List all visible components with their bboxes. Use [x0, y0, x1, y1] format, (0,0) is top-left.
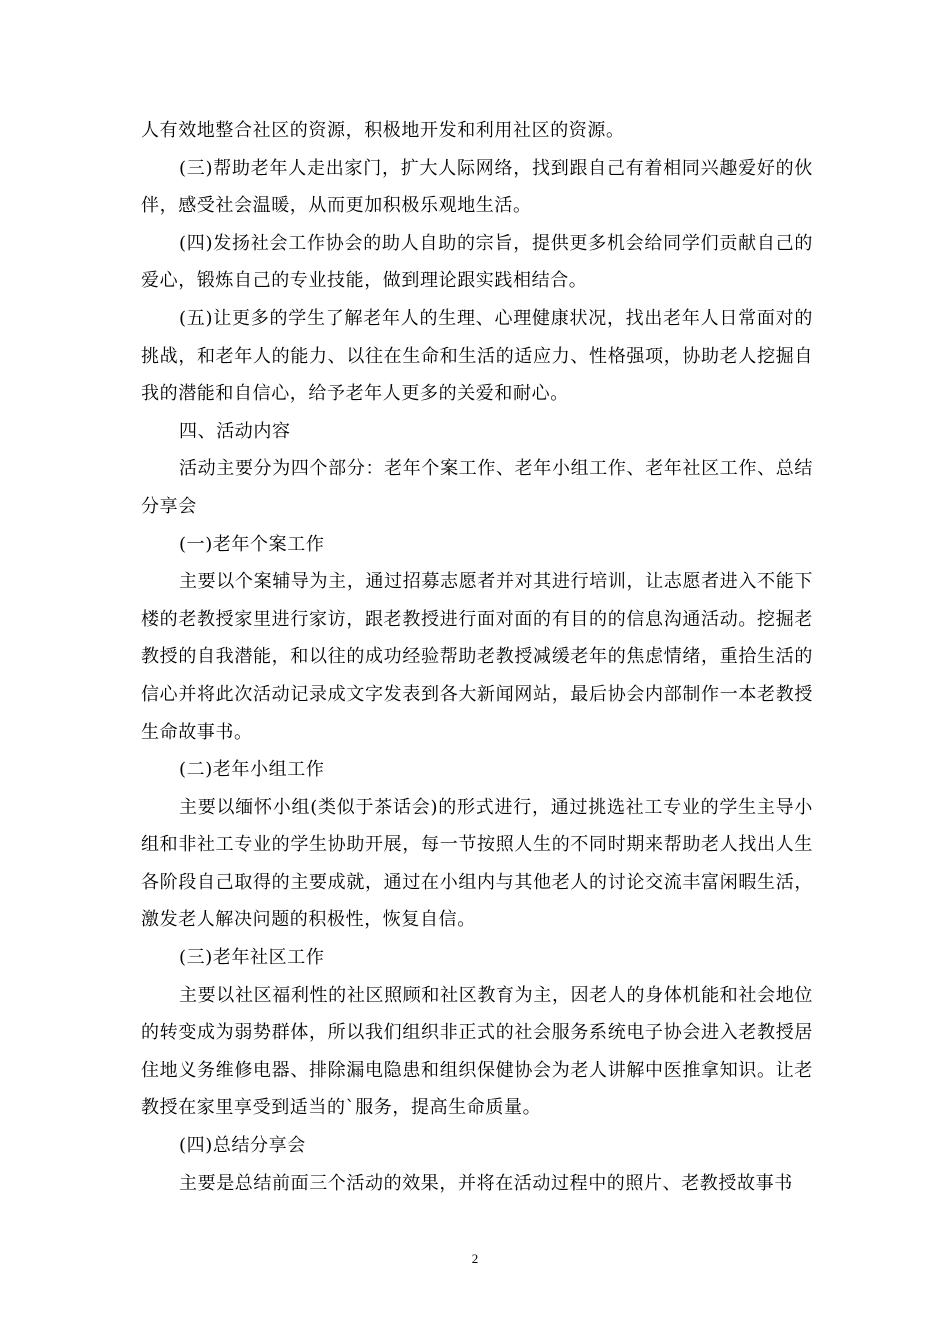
paragraph-continuation: 人有效地整合社区的资源，积极地开发和利用社区的资源。 — [141, 120, 625, 141]
paragraph-activity-overview: 活动主要分为四个部分：老年个案工作、老年小组工作、老年社区工作、总结分享会 — [141, 458, 813, 517]
paragraph-case-work: 主要以个案辅导为主，通过招募志愿者并对其进行培训，让志愿者进入不能下楼的老教授家里进行家访，跟老教授进行面对面的有目的的信息沟通活动。挖掘老教授的自我潜能，和以往的成功经验帮助老教授减缓老年的焦虑情绪，重拾生活的信心并将此次活动记录成文字发表到各大新闻网站，最后协会内部制作一本老教授生命故事书。 — [141, 571, 813, 743]
paragraph-goal-3: (三)帮助老年人走出家门，扩大人际网络，找到跟自己有着相同兴趣爱好的伙伴，感受社会温暖，从而更加积极乐观地生活。 — [141, 157, 813, 217]
document-body — [141, 112, 813, 1202]
section-heading-activity-content: 四、活动内容 — [179, 420, 291, 442]
page-number: 2 — [471, 1251, 479, 1266]
subheading-community-work: (三)老年社区工作 — [179, 947, 325, 969]
paragraph-goal-5: (五)让更多的学生了解老年人的生理、心理健康状况，找出老年人日常面对的挑战，和老年人的能力、以往在生命和生活的适应力、性格强项，协助老人挖掘自我的潜能和自信心，给予老年人更多的关爱和耐心。 — [141, 307, 813, 405]
subheading-case-work: (一)老年个案工作 — [179, 533, 325, 555]
paragraph-group-work: 主要以缅怀小组(类似于茶话会)的形式进行，通过挑选社工专业的学生主导小组和非社工专业的学生协助开展，每一节按照人生的不同时期来帮助老人找出人生各阶段自己取得的主要成就，通过在小组内与其他老人的讨论交流丰富闲暇生活，激发老人解决问题的积极性，恢复自信。 — [141, 796, 813, 931]
subheading-group-work: (二)老年小组工作 — [179, 759, 325, 781]
paragraph-summary-meeting: 主要是总结前面三个活动的效果，并将在活动过程中的照片、老教授故事书 — [179, 1172, 793, 1194]
paragraph-goal-4: (四)发扬社会工作协会的助人自助的宗旨，提供更多机会给同学们贡献自己的爱心，锻炼自己的专业技能，做到理论跟实践相结合。 — [141, 232, 813, 292]
paragraph-community-work: 主要以社区福利性的社区照顾和社区教育为主，因老人的身体机能和社会地位的转变成为弱势群体，所以我们组织非正式的社会服务系统电子协会进入老教授居住地义务维修电器、排除漏电隐患和组织保健协会为老人讲解中医推拿知识。让老教授在家里享受到适当的`服务，提高生命质量。 — [141, 984, 813, 1119]
subheading-summary-meeting: (四)总结分享会 — [179, 1135, 306, 1157]
